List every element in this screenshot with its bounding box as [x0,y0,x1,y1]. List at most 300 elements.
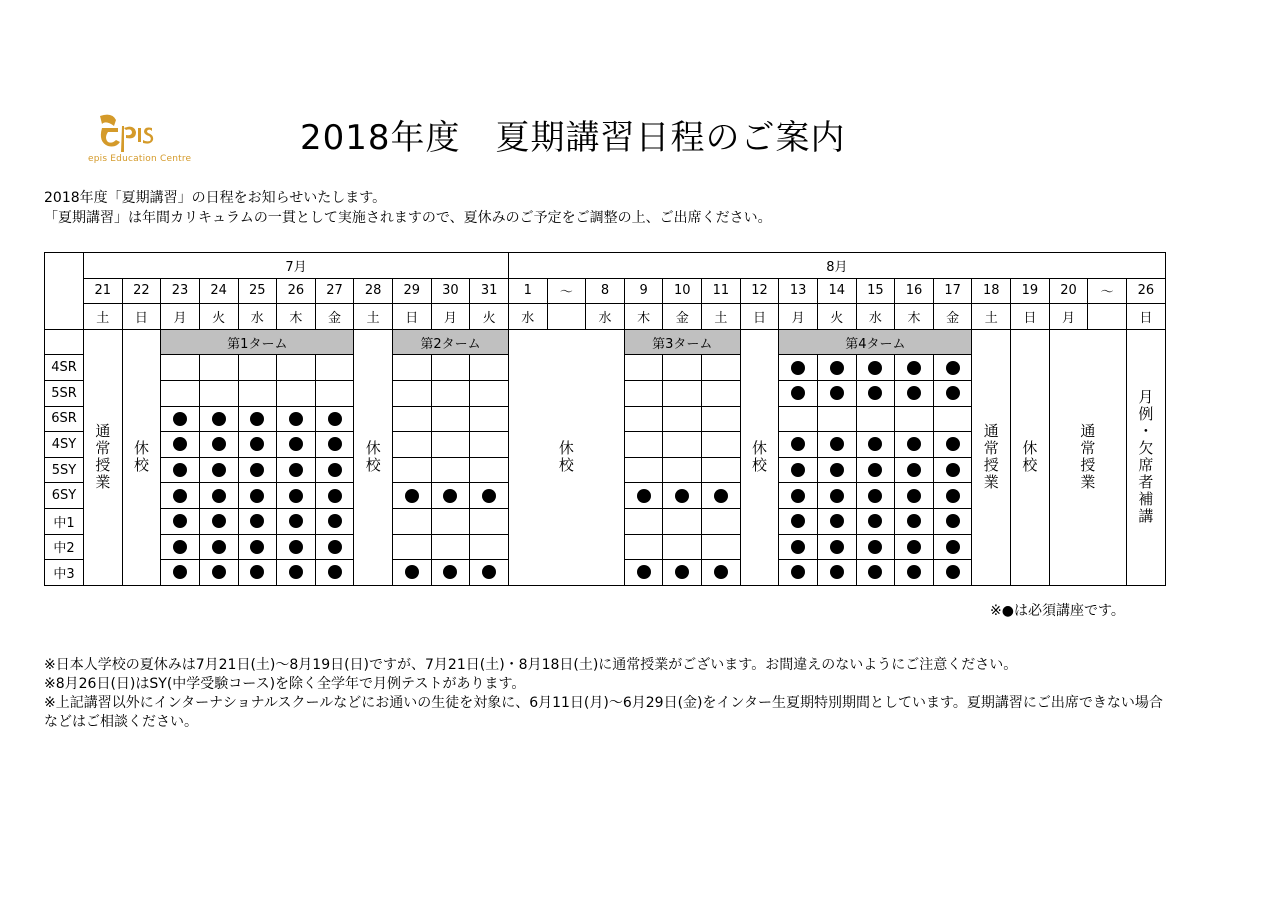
session-cell [933,508,972,534]
required-dot [714,565,728,579]
required-dot [289,463,303,477]
required-dot [173,514,187,528]
required-dot [173,463,187,477]
session-cell [895,457,934,483]
weekday-cell: 月 [161,304,200,330]
required-dot [328,412,342,426]
date-cell: 26 [1126,278,1165,304]
logo-caption: epis Education Centre [88,154,192,164]
date-cell: ～ [547,278,586,304]
session-cell [470,432,509,458]
session-cell [315,560,354,586]
required-dot [907,361,921,375]
session-cell [779,483,818,509]
weekday-cell: 土 [702,304,741,330]
required-dot [791,361,805,375]
required-dot [791,463,805,477]
intro-line: 2018年度「夏期講習」の日程をお知らせいたします。 [44,190,387,206]
required-dot [907,463,921,477]
session-cell [315,457,354,483]
session-cell [702,406,741,432]
session-cell [817,457,856,483]
session-cell [238,432,277,458]
session-cell [856,508,895,534]
closed-cell: 休校 [508,329,624,585]
session-cell [856,560,895,586]
intro-line: 「夏期講習」は年間カリキュラムの一貫として実施されますので、夏休みのご予定をご調整の上、ご出席ください。 [44,210,772,226]
weekday-cell: 月 [431,304,470,330]
month-header-july: 7月 [84,253,509,279]
required-dot [328,463,342,477]
required-dot [289,489,303,503]
session-cell [238,457,277,483]
required-dot [946,437,960,451]
session-cell [315,508,354,534]
corner-cell [45,253,84,279]
weekday-cell: 金 [933,304,972,330]
required-dot [791,565,805,579]
page-title: 2018年度 夏期講習日程のご案内 [300,118,846,158]
corner-cell [45,304,84,330]
grade-label: 4SY [45,432,84,458]
session-cell [393,406,432,432]
required-dot [328,514,342,528]
session-cell [779,457,818,483]
session-cell [663,483,702,509]
required-dot [675,565,689,579]
session-cell [315,406,354,432]
date-cell: 27 [315,278,354,304]
session-cell [702,483,741,509]
session-cell [933,355,972,381]
session-cell [817,534,856,560]
session-cell [933,406,972,432]
required-dot [443,565,457,579]
required-dot [328,540,342,554]
session-cell [315,432,354,458]
session-cell [277,380,316,406]
session-cell [779,355,818,381]
session-cell [933,534,972,560]
required-dot [212,412,226,426]
session-cell [817,508,856,534]
term-header: 第3ターム [624,329,740,355]
session-cell [895,432,934,458]
session-cell [933,457,972,483]
date-cell: 13 [779,278,818,304]
session-cell [817,432,856,458]
required-dot [212,514,226,528]
required-dot [791,540,805,554]
required-dot [250,565,264,579]
session-cell [238,560,277,586]
required-dot [907,437,921,451]
grade-label: 中2 [45,534,84,560]
required-dot [173,565,187,579]
session-cell [238,534,277,560]
required-dot [830,540,844,554]
grade-label: 中1 [45,508,84,534]
session-cell [470,508,509,534]
intro-text [44,188,772,228]
date-cell: 30 [431,278,470,304]
weekday-cell: 日 [122,304,161,330]
closed-cell: 休校 [354,329,393,585]
monthly-test-cell: 月例・欠席者補講 [1126,329,1165,585]
session-cell [933,380,972,406]
session-cell [470,457,509,483]
required-dot [868,361,882,375]
required-dot [328,489,342,503]
grade-label: 5SY [45,457,84,483]
session-cell [470,534,509,560]
session-cell [199,432,238,458]
session-cell [470,380,509,406]
required-dot [868,565,882,579]
required-dot [405,489,419,503]
weekday-cell [1088,304,1127,330]
required-dot [868,386,882,400]
session-cell [856,432,895,458]
weekday-cell: 土 [972,304,1011,330]
session-cell [431,355,470,381]
required-dot [289,540,303,554]
session-cell [161,483,200,509]
session-cell [817,560,856,586]
weekday-cell: 日 [393,304,432,330]
required-dot [868,514,882,528]
weekday-cell: 火 [199,304,238,330]
session-cell [895,380,934,406]
session-cell [624,560,663,586]
required-dot [868,540,882,554]
session-cell [779,534,818,560]
session-cell [431,508,470,534]
session-cell [779,560,818,586]
required-dot [328,565,342,579]
required-dot [830,565,844,579]
session-cell [238,483,277,509]
session-cell [277,406,316,432]
session-cell [393,534,432,560]
session-cell [624,483,663,509]
date-cell: 18 [972,278,1011,304]
epis-logo [88,112,208,168]
required-dot [289,412,303,426]
date-cell: ～ [1088,278,1127,304]
required-dot [173,437,187,451]
required-dot [791,386,805,400]
closed-cell: 休校 [740,329,779,585]
session-cell [238,406,277,432]
session-cell [277,457,316,483]
regular-class-cell: 通常授業 [84,329,123,585]
required-dot [907,386,921,400]
required-dot [830,361,844,375]
required-dot [791,514,805,528]
session-cell [624,534,663,560]
weekday-cell: 水 [856,304,895,330]
grade-label: 5SR [45,380,84,406]
session-cell [199,355,238,381]
date-cell: 15 [856,278,895,304]
session-cell [663,406,702,432]
required-dot [637,565,651,579]
term-header: 第2ターム [393,329,509,355]
required-dot [289,437,303,451]
required-dot [250,437,264,451]
date-cell: 10 [663,278,702,304]
regular-class-cell: 通常授業 [1049,329,1126,585]
date-cell: 24 [199,278,238,304]
session-cell [431,534,470,560]
session-cell [856,406,895,432]
date-cell: 31 [470,278,509,304]
session-cell [779,432,818,458]
session-cell [161,355,200,381]
session-cell [856,380,895,406]
session-cell [663,432,702,458]
required-dot [173,412,187,426]
date-cell: 14 [817,278,856,304]
session-cell [199,380,238,406]
session-cell [315,380,354,406]
weekday-cell: 金 [315,304,354,330]
required-dot [946,540,960,554]
date-cell: 20 [1049,278,1088,304]
required-dot [405,565,419,579]
grade-label: 6SR [45,406,84,432]
weekday-cell: 木 [277,304,316,330]
grade-label: 6SY [45,483,84,509]
session-cell [895,560,934,586]
corner-cell [45,278,84,304]
session-cell [199,534,238,560]
session-cell [277,483,316,509]
date-cell: 1 [508,278,547,304]
month-header-august: 8月 [508,253,1165,279]
required-dot [675,489,689,503]
required-dot [946,361,960,375]
weekday-cell: 日 [1126,304,1165,330]
corner-cell [45,329,84,355]
session-cell [895,355,934,381]
session-cell [161,457,200,483]
session-cell [199,508,238,534]
session-cell [161,534,200,560]
required-dot [868,489,882,503]
session-cell [470,355,509,381]
date-cell: 16 [895,278,934,304]
date-cell: 22 [122,278,161,304]
session-cell [199,457,238,483]
required-dot [250,463,264,477]
weekday-cell: 木 [624,304,663,330]
required-dot [212,565,226,579]
weekday-cell: 火 [817,304,856,330]
session-cell [199,406,238,432]
required-dot [173,540,187,554]
date-cell: 9 [624,278,663,304]
term-header: 第1ターム [161,329,354,355]
required-dot [946,514,960,528]
weekday-cell: 土 [354,304,393,330]
session-cell [933,483,972,509]
session-cell [161,560,200,586]
session-cell [817,483,856,509]
required-dot [482,489,496,503]
session-cell [663,380,702,406]
required-dot [946,463,960,477]
required-dot [907,489,921,503]
session-cell [315,355,354,381]
weekday-cell: 水 [586,304,625,330]
date-cell: 26 [277,278,316,304]
required-dot [212,463,226,477]
session-cell [663,355,702,381]
date-cell: 8 [586,278,625,304]
session-cell [315,534,354,560]
session-cell [277,355,316,381]
required-dot [907,540,921,554]
required-dot [250,514,264,528]
required-dot [830,514,844,528]
session-cell [470,483,509,509]
required-legend: ※●は必須講座です。 [990,603,1125,619]
session-cell [856,483,895,509]
weekday-row [45,304,1166,330]
session-cell [161,406,200,432]
required-dot [946,565,960,579]
session-cell [779,406,818,432]
term-header: 第4ターム [779,329,972,355]
session-cell [470,560,509,586]
session-cell [895,406,934,432]
session-cell [238,508,277,534]
session-cell [663,534,702,560]
session-cell [161,432,200,458]
required-dot [946,386,960,400]
weekday-cell: 月 [779,304,818,330]
session-cell [933,560,972,586]
session-cell [702,457,741,483]
session-cell [624,457,663,483]
weekday-cell: 月 [1049,304,1088,330]
date-cell: 25 [238,278,277,304]
session-cell [702,508,741,534]
weekday-cell: 火 [470,304,509,330]
weekday-cell: 土 [84,304,123,330]
required-dot [482,565,496,579]
weekday-cell: 日 [740,304,779,330]
session-cell [702,380,741,406]
date-cell: 11 [702,278,741,304]
required-dot [791,437,805,451]
required-dot [714,489,728,503]
session-cell [624,355,663,381]
required-dot [830,463,844,477]
session-cell [199,483,238,509]
note: ※日本人学校の夏休みは7月21日(土)～8月19日(日)ですが、7月21日(土)・8月18日(土)に通常授業がございます。お間違えのないようにご注意ください。 [44,657,1018,673]
required-dot [212,489,226,503]
grade-label: 4SR [45,355,84,381]
required-dot [289,514,303,528]
session-cell [817,380,856,406]
session-cell [663,508,702,534]
weekday-cell: 水 [508,304,547,330]
term-row [45,329,1166,355]
session-cell [238,380,277,406]
date-cell: 29 [393,278,432,304]
session-cell [431,380,470,406]
session-cell [161,380,200,406]
session-cell [895,508,934,534]
session-cell [933,432,972,458]
session-cell [663,457,702,483]
session-cell [277,508,316,534]
session-cell [779,380,818,406]
session-cell [470,406,509,432]
date-cell: 23 [161,278,200,304]
required-dot [868,463,882,477]
epis-logo-icon [94,112,154,154]
session-cell [315,483,354,509]
required-dot [212,437,226,451]
session-cell [624,380,663,406]
required-dot [830,489,844,503]
session-cell [663,560,702,586]
closed-cell: 休校 [122,329,161,585]
required-dot [830,437,844,451]
required-dot [907,514,921,528]
required-dot [946,489,960,503]
required-dot [791,489,805,503]
weekday-cell [547,304,586,330]
required-dot [212,540,226,554]
session-cell [702,355,741,381]
required-dot [328,437,342,451]
date-cell: 17 [933,278,972,304]
required-dot [637,489,651,503]
date-cell: 21 [84,278,123,304]
session-cell [393,508,432,534]
session-cell [856,355,895,381]
note: ※8月26日(日)はSY(中学受験コース)を除く全学年で月例テストがあります。 [44,676,526,692]
date-cell: 19 [1011,278,1050,304]
grade-label: 中3 [45,560,84,586]
session-cell [393,432,432,458]
session-cell [817,355,856,381]
weekday-cell: 金 [663,304,702,330]
session-cell [393,457,432,483]
notes [44,656,1164,732]
session-cell [624,406,663,432]
required-dot [250,412,264,426]
weekday-cell: 日 [1011,304,1050,330]
session-cell [431,406,470,432]
session-cell [702,560,741,586]
session-cell [431,432,470,458]
session-cell [199,560,238,586]
required-dot [250,540,264,554]
session-cell [431,560,470,586]
session-cell [431,457,470,483]
session-cell [431,483,470,509]
date-row [45,278,1166,304]
required-dot [250,489,264,503]
session-cell [393,483,432,509]
required-dot [868,437,882,451]
